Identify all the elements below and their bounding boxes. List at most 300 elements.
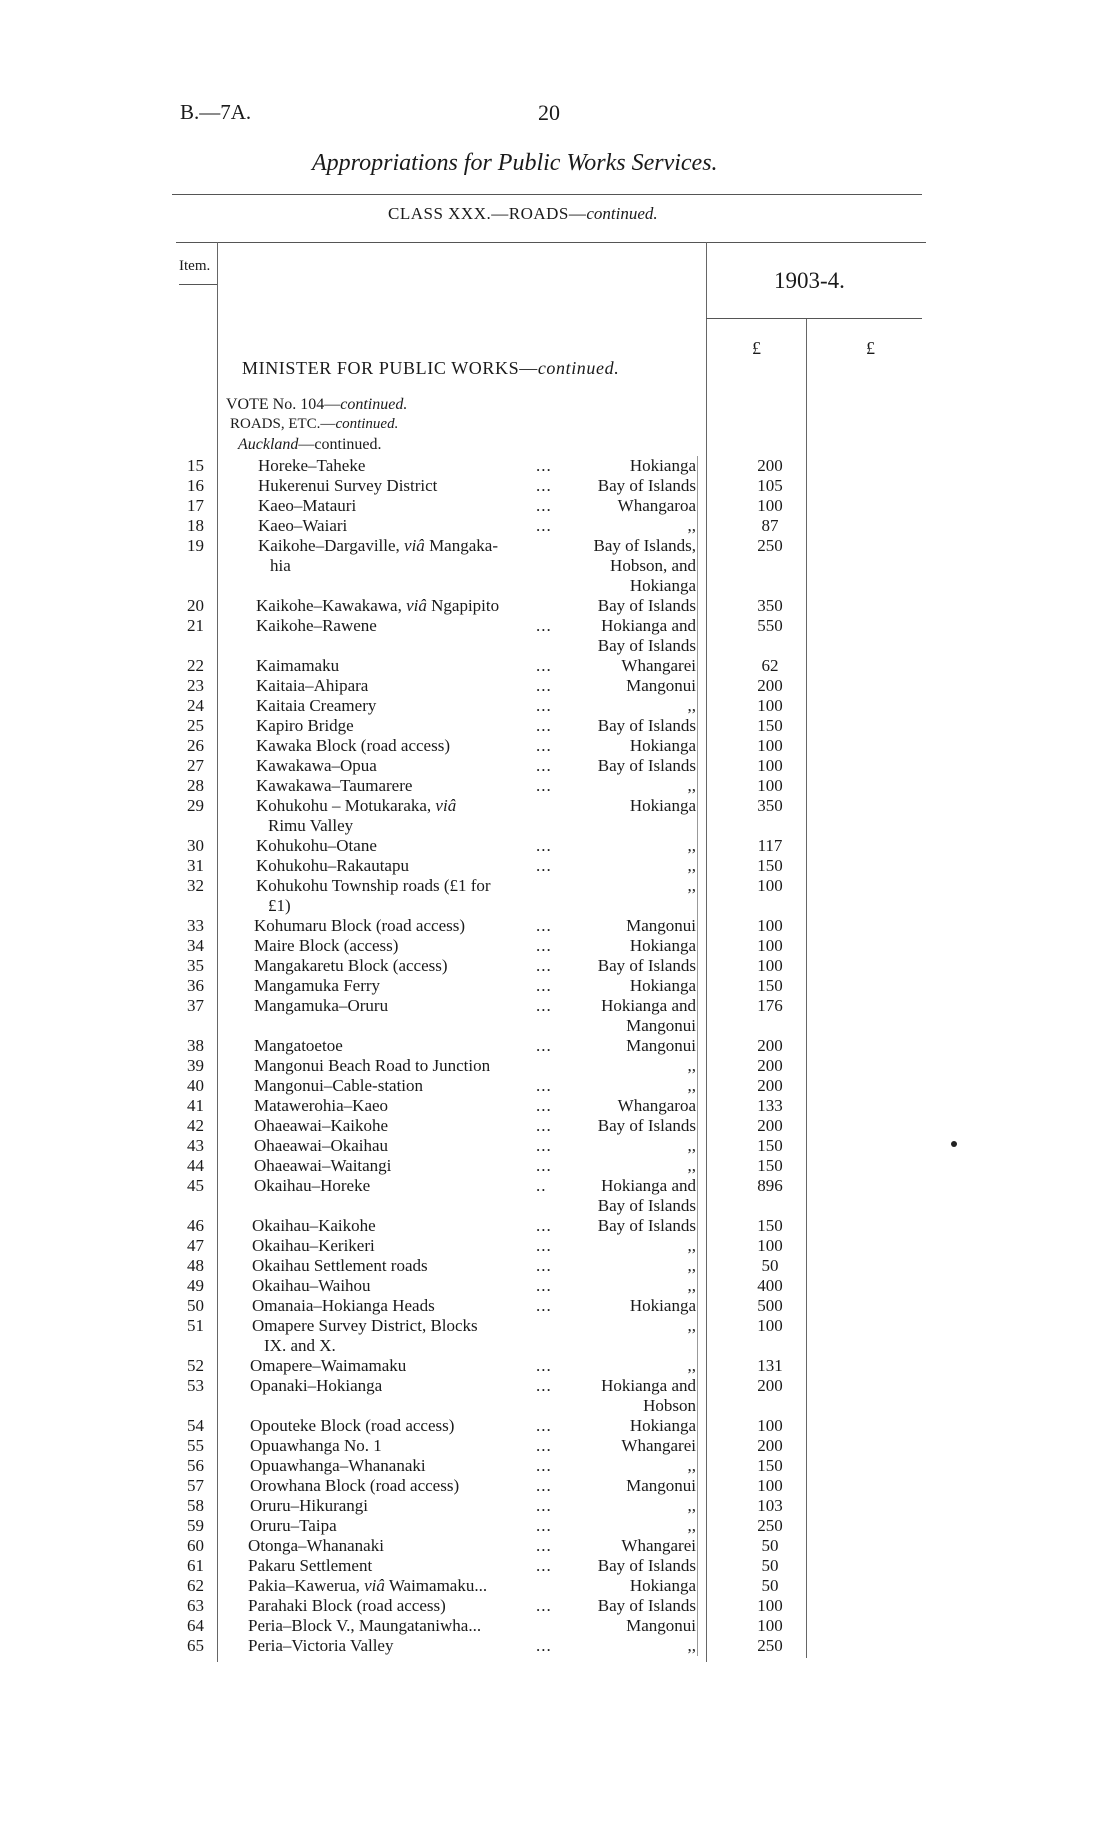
table-row — [0, 1116, 1114, 1136]
item-number: 22 — [187, 656, 204, 675]
amount-value: 100 — [757, 1476, 783, 1495]
table-row — [0, 876, 1114, 915]
table-row — [0, 1536, 1114, 1556]
district-name: ,, — [687, 1356, 696, 1375]
road-name: Mangatoetoe — [254, 1036, 343, 1055]
amount-value: 200 — [757, 1436, 783, 1455]
amount-value: 200 — [757, 1056, 783, 1075]
leader-dots: ... — [536, 1136, 552, 1155]
amount-value: 100 — [757, 876, 783, 895]
amount-value: 100 — [757, 776, 783, 795]
leader-dots: ... — [536, 1096, 552, 1115]
item-number: 65 — [187, 1636, 204, 1655]
table-row — [0, 1256, 1114, 1276]
district-name: Bay of Islands — [597, 1216, 696, 1235]
road-name: Peria–Block V., Maungataniwha... — [248, 1616, 482, 1635]
road-name: Kaikohe–Rawene — [256, 616, 377, 635]
item-number: 37 — [187, 996, 204, 1015]
leader-dots: ... — [536, 856, 552, 875]
table-row — [0, 1096, 1114, 1116]
item-number: 23 — [187, 676, 204, 695]
item-number: 33 — [187, 916, 204, 935]
table-row — [0, 1296, 1114, 1316]
leader-dots: ... — [536, 1296, 552, 1315]
item-number: 24 — [187, 696, 204, 715]
item-number: 49 — [187, 1276, 204, 1295]
table-row — [0, 616, 1114, 655]
amount-value: 200 — [757, 1036, 783, 1055]
class-heading-continued: continued. — [586, 204, 658, 223]
table-row — [0, 516, 1114, 536]
report-reference: B.—7A. — [180, 100, 252, 124]
district-name: ,, — [687, 1236, 696, 1255]
district-name: ,, — [687, 1636, 696, 1655]
road-name: Parahaki Block (road access) — [248, 1596, 446, 1615]
district-name: Hokianga — [629, 456, 696, 475]
item-number: 35 — [187, 956, 204, 975]
district-name: Hokianga and — [601, 1376, 696, 1395]
amount-value: 400 — [757, 1276, 783, 1295]
road-name: Oruru–Hikurangi — [250, 1496, 369, 1515]
amount-value: 250 — [757, 536, 783, 555]
road-name: Ohaeawai–Kaikohe — [254, 1116, 389, 1135]
item-number: 55 — [187, 1436, 204, 1455]
district-name: Bay of Islands — [597, 756, 696, 775]
table-row — [0, 1636, 1114, 1656]
leader-dots: ... — [536, 716, 552, 735]
district-name: Hobson, and — [610, 556, 696, 575]
amount-value: 150 — [757, 1156, 783, 1175]
amount-value: 62 — [761, 656, 779, 675]
amount-value: 250 — [757, 1516, 783, 1535]
region-heading — [238, 436, 382, 454]
item-number: 62 — [187, 1576, 204, 1595]
item-number: 45 — [187, 1176, 204, 1195]
road-name: IX. and X. — [264, 1336, 336, 1355]
amount-value: 100 — [757, 756, 783, 775]
district-name: Bay of Islands — [597, 1116, 696, 1135]
amount-value: 250 — [757, 1636, 783, 1655]
leader-dots: ... — [536, 1356, 552, 1375]
road-name: Hukerenui Survey District — [258, 476, 438, 495]
item-number: 16 — [187, 476, 204, 495]
item-header-rule — [179, 284, 217, 285]
item-number: 44 — [187, 1156, 204, 1175]
district-name: Hokianga — [629, 576, 696, 595]
item-number: 56 — [187, 1456, 204, 1475]
leader-dots: ... — [536, 1596, 552, 1615]
amount-value: 103 — [757, 1496, 783, 1515]
road-name: Otonga–Whananaki — [248, 1536, 384, 1555]
amount-value: 100 — [757, 1236, 783, 1255]
item-number: 53 — [187, 1376, 204, 1395]
road-name: Ohaeawai–Okaihau — [254, 1136, 389, 1155]
amount-value: 50 — [761, 1536, 779, 1555]
district-name: Whangaroa — [617, 1096, 696, 1115]
table-row — [0, 1416, 1114, 1436]
leader-dots: ... — [536, 1116, 552, 1135]
item-number: 58 — [187, 1496, 204, 1515]
district-name: Mangonui — [626, 916, 696, 935]
margin-dot — [951, 1141, 957, 1147]
amount-value: 117 — [757, 836, 783, 855]
amount-value: 100 — [757, 1596, 783, 1615]
leader-dots: ... — [536, 736, 552, 755]
amount-value: 200 — [757, 1376, 783, 1395]
road-name: Kohukohu–Rakautapu — [256, 856, 409, 875]
item-number: 29 — [187, 796, 204, 815]
amount-value: 100 — [757, 1616, 783, 1635]
district-name: Whangarei — [621, 656, 696, 675]
item-column-header: Item. — [179, 258, 211, 274]
leader-dots: ... — [536, 456, 552, 475]
district-name: Bay of Islands — [597, 636, 696, 655]
amount-value: 100 — [757, 956, 783, 975]
district-name: Hokianga and — [601, 616, 696, 635]
amount-value: 100 — [757, 1416, 783, 1435]
road-name: Opouteke Block (road access) — [250, 1416, 455, 1435]
title-rule — [172, 194, 922, 195]
district-name: ,, — [687, 1516, 696, 1535]
leader-dots: ... — [536, 916, 552, 935]
region-heading-continued: —continued. — [298, 436, 382, 453]
table-row — [0, 1076, 1114, 1096]
item-number: 18 — [187, 516, 204, 535]
table-row — [0, 1456, 1114, 1476]
table-row — [0, 496, 1114, 516]
leader-dots: ... — [536, 676, 552, 695]
table-row — [0, 536, 1114, 595]
road-name: Kaitaia Creamery — [256, 696, 377, 715]
table-row — [0, 1216, 1114, 1236]
table-row — [0, 976, 1114, 996]
leader-dots: ... — [536, 1456, 552, 1475]
amount-value: 896 — [757, 1176, 783, 1195]
amount-value: 150 — [757, 976, 783, 995]
district-name: ,, — [687, 1456, 696, 1475]
district-name: ,, — [687, 1496, 696, 1515]
district-name: Mangonui — [626, 1616, 696, 1635]
page-title: Appropriations for Public Works Services. — [312, 150, 718, 176]
item-number: 32 — [187, 876, 204, 895]
district-name: Hokianga — [629, 1416, 696, 1435]
item-number: 61 — [187, 1556, 204, 1575]
table-row — [0, 1156, 1114, 1176]
road-name: Horeke–Taheke — [258, 456, 366, 475]
leader-dots: ... — [536, 976, 552, 995]
table-row — [0, 676, 1114, 696]
table-row — [0, 1136, 1114, 1156]
minister-heading — [242, 358, 619, 379]
district-name: Hokianga — [629, 976, 696, 995]
district-name: ,, — [687, 856, 696, 875]
amount-value: 150 — [757, 1136, 783, 1155]
year-column-header: 1903-4. — [774, 268, 845, 293]
table-row — [0, 856, 1114, 876]
roads-heading-main: ROADS, ETC.— — [230, 416, 336, 432]
road-name: Maire Block (access) — [254, 936, 399, 955]
district-name: Hokianga — [629, 936, 696, 955]
district-name: Hokianga — [629, 736, 696, 755]
road-name: Matawerohia–Kaeo — [254, 1096, 389, 1115]
table-row — [0, 1356, 1114, 1376]
table-row — [0, 1176, 1114, 1215]
item-number: 28 — [187, 776, 204, 795]
leader-dots: ... — [536, 1036, 552, 1055]
amount-value: 200 — [757, 676, 783, 695]
item-number: 25 — [187, 716, 204, 735]
road-name: Kohukohu Township roads (£1 for — [256, 876, 491, 895]
leader-dots: ... — [536, 756, 552, 775]
table-row — [0, 1036, 1114, 1056]
road-name: Rimu Valley — [268, 816, 354, 835]
district-name: Hokianga and — [601, 996, 696, 1015]
road-name: Peria–Victoria Valley — [248, 1636, 394, 1655]
road-name: Okaihau–Kaikohe — [252, 1216, 376, 1235]
table-row — [0, 1276, 1114, 1296]
table-row — [0, 456, 1114, 476]
amount-value: 350 — [757, 596, 783, 615]
amount-value: 150 — [757, 1456, 783, 1475]
pound-symbol-1: £ — [752, 338, 761, 358]
leader-dots: ... — [536, 1636, 552, 1655]
leader-dots: ... — [536, 476, 552, 495]
table-row — [0, 936, 1114, 956]
amount-value: 550 — [757, 616, 783, 635]
district-name: Mangonui — [626, 1476, 696, 1495]
leader-dots: ... — [536, 1556, 552, 1575]
road-name: Kapiro Bridge — [256, 716, 354, 735]
class-heading — [388, 204, 658, 224]
item-number: 17 — [187, 496, 204, 515]
item-number: 34 — [187, 936, 204, 955]
road-name: Mangamuka Ferry — [254, 976, 381, 995]
item-number: 50 — [187, 1296, 204, 1315]
district-name: Bay of Islands, — [593, 536, 696, 555]
amount-value: 176 — [757, 996, 783, 1015]
pound-symbol-2: £ — [866, 338, 875, 358]
leader-dots: ... — [536, 1476, 552, 1495]
amount-value: 50 — [761, 1256, 779, 1275]
amount-value: 200 — [757, 1116, 783, 1135]
table-row — [0, 1496, 1114, 1516]
roads-heading-continued: continued. — [335, 416, 399, 432]
road-name: Kaikohe–Kawakawa, viâ Ngapipito — [256, 596, 500, 615]
road-name: Orowhana Block (road access) — [250, 1476, 460, 1495]
leader-dots: ... — [536, 616, 552, 635]
road-name: Kaikohe–Dargaville, viâ Mangaka- — [258, 536, 498, 555]
amount-value: 500 — [757, 1296, 783, 1315]
leader-dots: ... — [536, 1516, 552, 1535]
table-top-rule — [176, 242, 926, 243]
amount-value: 200 — [757, 456, 783, 475]
district-name: Bay of Islands — [597, 476, 696, 495]
road-name: hia — [270, 556, 291, 575]
table-row — [0, 1596, 1114, 1616]
vote-heading — [226, 396, 407, 414]
amount-value: 150 — [757, 856, 783, 875]
leader-dots: ... — [536, 696, 552, 715]
table-row — [0, 1476, 1114, 1496]
district-name: Bay of Islands — [597, 1196, 696, 1215]
table-row — [0, 476, 1114, 496]
item-number: 21 — [187, 616, 204, 635]
item-number: 19 — [187, 536, 204, 555]
road-name: Mangonui–Cable-station — [254, 1076, 424, 1095]
item-number: 60 — [187, 1536, 204, 1555]
table-row — [0, 1376, 1114, 1415]
item-number: 46 — [187, 1216, 204, 1235]
district-name: Whangarei — [621, 1536, 696, 1555]
road-name: Omapere Survey District, Blocks — [252, 1316, 478, 1335]
district-name: ,, — [687, 776, 696, 795]
road-name: Oruru–Taipa — [250, 1516, 337, 1535]
table-row — [0, 1236, 1114, 1256]
amount-value: 200 — [757, 1076, 783, 1095]
amount-value: 131 — [757, 1356, 783, 1375]
district-name: Hokianga — [629, 1296, 696, 1315]
road-name: Mangamuka–Oruru — [254, 996, 389, 1015]
amount-value: 100 — [757, 916, 783, 935]
district-name: Whangarei — [621, 1436, 696, 1455]
item-number: 64 — [187, 1616, 204, 1635]
amount-value: 100 — [757, 496, 783, 515]
road-name: Mangakaretu Block (access) — [254, 956, 448, 975]
district-name: ,, — [687, 696, 696, 715]
leader-dots: ... — [536, 1416, 552, 1435]
district-name: Mangonui — [626, 676, 696, 695]
item-number: 63 — [187, 1596, 204, 1615]
road-name: Kaimamaku — [256, 656, 340, 675]
district-name: Whangaroa — [617, 496, 696, 515]
district-name: ,, — [687, 1136, 696, 1155]
class-heading-main: CLASS XXX.—ROADS— — [388, 204, 587, 223]
road-name: Opuawhanga No. 1 — [250, 1436, 382, 1455]
district-name: ,, — [687, 876, 696, 895]
item-number: 30 — [187, 836, 204, 855]
leader-dots: ... — [536, 1276, 552, 1295]
amount-value: 87 — [761, 516, 779, 535]
road-name: Kaitaia–Ahipara — [256, 676, 369, 695]
district-name: ,, — [687, 1076, 696, 1095]
leader-dots: ... — [536, 1256, 552, 1275]
item-number: 26 — [187, 736, 204, 755]
amount-value: 100 — [757, 696, 783, 715]
leader-dots: .. — [536, 1176, 547, 1195]
leader-dots: ... — [536, 996, 552, 1015]
leader-dots: ... — [536, 1156, 552, 1175]
table-row — [0, 596, 1114, 616]
district-name: Mangonui — [626, 1036, 696, 1055]
item-number: 39 — [187, 1056, 204, 1075]
leader-dots: ... — [536, 1436, 552, 1455]
page-number: 20 — [538, 100, 560, 125]
table-row — [0, 1056, 1114, 1076]
leader-dots: ... — [536, 776, 552, 795]
district-name: Bay of Islands — [597, 1596, 696, 1615]
district-name: ,, — [687, 1276, 696, 1295]
table-row — [0, 716, 1114, 736]
table-row — [0, 796, 1114, 835]
road-name: Okaihau–Horeke — [254, 1176, 371, 1195]
district-name: Hokianga — [629, 1576, 696, 1595]
amount-value: 150 — [757, 1216, 783, 1235]
road-name: Pakaru Settlement — [248, 1556, 373, 1575]
road-name: Kohukohu–Otane — [256, 836, 377, 855]
roads-heading — [230, 416, 398, 433]
road-name: Omanaia–Hokianga Heads — [252, 1296, 435, 1315]
amount-value: 100 — [757, 936, 783, 955]
district-name: Hokianga and — [601, 1176, 696, 1195]
table-row — [0, 1576, 1114, 1596]
table-row — [0, 996, 1114, 1035]
road-name: Kohukohu – Motukaraka, viâ — [256, 796, 457, 815]
year-header-rule — [706, 318, 922, 319]
leader-dots: ... — [536, 1536, 552, 1555]
road-name: Okaihau–Waihou — [252, 1276, 371, 1295]
road-name: Kawakawa–Taumarere — [256, 776, 413, 795]
minister-heading-continued: continued. — [537, 358, 620, 378]
leader-dots: ... — [536, 1376, 552, 1395]
road-name: Ohaeawai–Waitangi — [254, 1156, 392, 1175]
leader-dots: ... — [536, 516, 552, 535]
table-row — [0, 776, 1114, 796]
district-name: ,, — [687, 1316, 696, 1335]
leader-dots: ... — [536, 656, 552, 675]
table-row — [0, 1436, 1114, 1456]
district-name: ,, — [687, 516, 696, 535]
leader-dots: ... — [536, 936, 552, 955]
road-name: Kawakawa–Opua — [256, 756, 377, 775]
road-name: Okaihau Settlement roads — [252, 1256, 428, 1275]
item-number: 48 — [187, 1256, 204, 1275]
item-number: 54 — [187, 1416, 204, 1435]
leader-dots: ... — [536, 836, 552, 855]
road-name: Kaeo–Matauri — [258, 496, 357, 515]
item-number: 52 — [187, 1356, 204, 1375]
district-name: Bay of Islands — [597, 956, 696, 975]
leader-dots: ... — [536, 1076, 552, 1095]
amount-value: 150 — [757, 716, 783, 735]
district-name: ,, — [687, 1256, 696, 1275]
district-name: Bay of Islands — [597, 1556, 696, 1575]
road-name: Opuawhanga–Whananaki — [250, 1456, 426, 1475]
table-row — [0, 956, 1114, 976]
leader-dots: ... — [536, 1216, 552, 1235]
road-name: Opanaki–Hokianga — [250, 1376, 383, 1395]
road-name: Kawaka Block (road access) — [256, 736, 450, 755]
district-name: Mangonui — [626, 1016, 696, 1035]
item-number: 51 — [187, 1316, 204, 1335]
table-row — [0, 736, 1114, 756]
road-name: Omapere–Waimamaku — [250, 1356, 407, 1375]
road-name: £1) — [268, 896, 291, 915]
amount-value: 133 — [757, 1096, 783, 1115]
district-name: Hobson — [643, 1396, 696, 1415]
leader-dots: ... — [536, 956, 552, 975]
vote-heading-main: VOTE No. 104— — [226, 396, 341, 413]
amount-value: 50 — [761, 1556, 779, 1575]
leader-dots: ... — [536, 1496, 552, 1515]
table-row — [0, 656, 1114, 676]
table-row — [0, 756, 1114, 776]
leader-dots: ... — [536, 1236, 552, 1255]
district-name: ,, — [687, 1156, 696, 1175]
district-name: ,, — [687, 836, 696, 855]
item-number: 38 — [187, 1036, 204, 1055]
table-row — [0, 1556, 1114, 1576]
leader-dots: ... — [536, 496, 552, 515]
